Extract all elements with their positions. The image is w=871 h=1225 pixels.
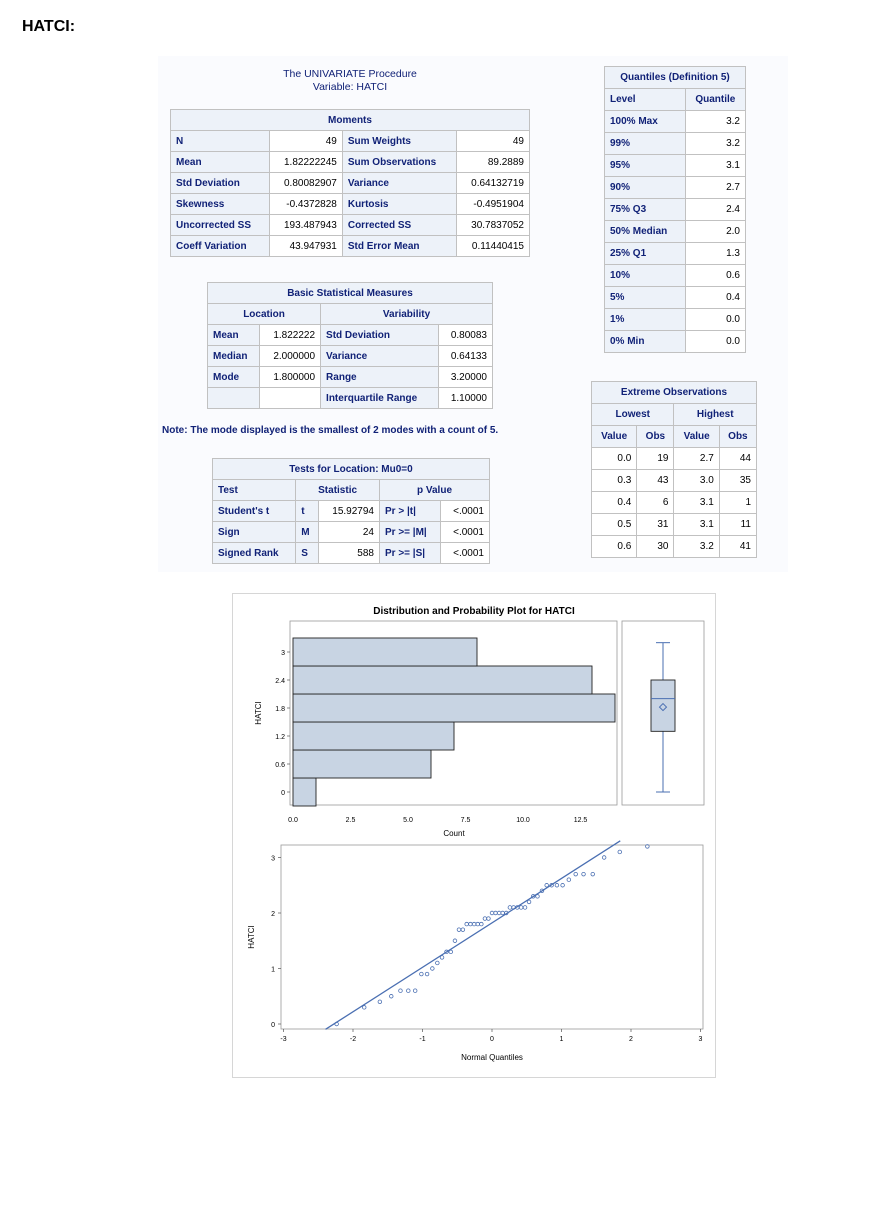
quantile-value: 0.0 (685, 309, 745, 331)
x-tick-label: 5.0 (403, 817, 413, 824)
table-row (605, 221, 746, 243)
basic-value (260, 388, 321, 409)
basic-value: 0.80083 (438, 325, 492, 346)
histogram-xlabel: Count (443, 829, 465, 838)
histogram-bar (293, 722, 454, 750)
basic-label: Mode (208, 367, 260, 388)
extreme-value: 0.6 (592, 536, 637, 558)
x-tick-label: 10.0 (516, 817, 530, 824)
moments-label: Std Deviation (171, 173, 270, 194)
extreme-obs: 1 (719, 492, 756, 514)
tests-value: 24 (318, 522, 379, 543)
table-row (171, 173, 530, 194)
lowest-header: Lowest (592, 404, 674, 426)
moments-value: 0.80082907 (269, 173, 342, 194)
extreme-obs: 31 (637, 514, 674, 536)
moments-value: 0.64132719 (456, 173, 529, 194)
qq-panel (281, 845, 703, 1029)
histogram-bar (293, 778, 316, 806)
moments-value: 89.2889 (456, 152, 529, 173)
table-row (213, 501, 490, 522)
moments-value: -0.4372828 (269, 194, 342, 215)
tests-symbol: M (296, 522, 318, 543)
moments-label: Coeff Variation (171, 236, 270, 257)
moments-value: 193.487943 (269, 215, 342, 236)
quantile-level: 1% (605, 309, 686, 331)
moments-label: Sum Observations (342, 152, 456, 173)
table-row (171, 215, 530, 236)
moments-label: Skewness (171, 194, 270, 215)
histogram-bar (293, 666, 592, 694)
extreme-value: 3.1 (674, 514, 719, 536)
basic-value: 1.10000 (438, 388, 492, 409)
basic-title: Basic Statistical Measures (208, 283, 493, 304)
qq-x-tick-label: -2 (349, 1036, 357, 1043)
qq-x-tick-label: 0 (490, 1036, 494, 1043)
mode-note: Note: The mode displayed is the smallest of 2 modes with a count of 5. (162, 425, 499, 436)
table-row (605, 265, 746, 287)
quantile-level: 50% Median (605, 221, 686, 243)
quantile-value: 3.2 (685, 111, 745, 133)
basic-value: 3.20000 (438, 367, 492, 388)
extreme-value: 3.0 (674, 470, 719, 492)
y-tick-label: 1.8 (275, 706, 285, 713)
moments-title: Moments (171, 110, 530, 131)
table-row (208, 346, 493, 367)
moments-table (170, 109, 530, 257)
x-tick-label: 7.5 (460, 817, 471, 824)
tests-value: 15.92794 (318, 501, 379, 522)
quantiles-header: Quantile (685, 89, 745, 111)
moments-label: Sum Weights (342, 131, 456, 152)
extreme-obs: 30 (637, 536, 674, 558)
extremes-table (591, 381, 757, 558)
tests-value: 588 (318, 543, 379, 564)
quantiles-header: Level (605, 89, 686, 111)
quantile-value: 2.7 (685, 177, 745, 199)
qq-x-tick-label: -1 (419, 1036, 426, 1043)
tests-value: <.0001 (441, 543, 490, 564)
moments-value: 49 (269, 131, 342, 152)
table-row (171, 131, 530, 152)
basic-value: 2.000000 (260, 346, 321, 367)
tests-header: Test (213, 480, 296, 501)
highest-header: Highest (674, 404, 757, 426)
quantile-level: 95% (605, 155, 686, 177)
basic-value: 1.800000 (260, 367, 321, 388)
proc-title-line2: Variable: HATCI (312, 81, 388, 93)
basic-value: 0.64133 (438, 346, 492, 367)
quantile-level: 90% (605, 177, 686, 199)
quantile-value: 3.1 (685, 155, 745, 177)
basic-label: Median (208, 346, 260, 367)
extremes-header: Value (674, 426, 719, 448)
extreme-value: 3.1 (674, 492, 719, 514)
distribution-graph-svg (233, 594, 715, 1077)
distribution-graph (232, 593, 716, 1078)
moments-value: 49 (456, 131, 529, 152)
extremes-header: Obs (637, 426, 674, 448)
extreme-value: 0.5 (592, 514, 637, 536)
tests-label: Sign (213, 522, 296, 543)
qq-xlabel: Normal Quantiles (461, 1053, 523, 1062)
tests-symbol: t (296, 501, 318, 522)
quantile-value: 2.0 (685, 221, 745, 243)
tests-value: <.0001 (441, 522, 490, 543)
moments-value: 0.11440415 (456, 236, 529, 257)
table-row (605, 155, 746, 177)
extreme-value: 0.0 (592, 448, 637, 470)
quantile-value: 3.2 (685, 133, 745, 155)
quantile-level: 0% Min (605, 331, 686, 353)
location-header: Location (208, 304, 321, 325)
extreme-obs: 35 (719, 470, 756, 492)
quantile-level: 5% (605, 287, 686, 309)
table-row (208, 325, 493, 346)
extreme-value: 0.3 (592, 470, 637, 492)
tests-label: Pr >= |S| (379, 543, 440, 564)
quantile-value: 2.4 (685, 199, 745, 221)
extreme-obs: 44 (719, 448, 756, 470)
extremes-header: Value (592, 426, 637, 448)
x-tick-label: 12.5 (573, 817, 588, 824)
quantiles-title: Quantiles (Definition 5) (605, 67, 746, 89)
basic-label: Range (321, 367, 439, 388)
extreme-obs: 43 (637, 470, 674, 492)
y-tick-label: 1.2 (275, 734, 285, 741)
quantile-level: 25% Q1 (605, 243, 686, 265)
quantile-level: 100% Max (605, 111, 686, 133)
basic-label (208, 388, 260, 409)
extremes-header: Obs (719, 426, 756, 448)
basic-label: Mean (208, 325, 260, 346)
tests-title: Tests for Location: Mu0=0 (213, 459, 490, 480)
table-row (605, 243, 746, 265)
qq-x-tick-label: 2 (629, 1036, 633, 1043)
tests-header: p Value (379, 480, 489, 501)
extreme-value: 0.4 (592, 492, 637, 514)
table-row (592, 536, 757, 558)
table-row (605, 133, 746, 155)
moments-label: Variance (342, 173, 456, 194)
moments-label: Corrected SS (342, 215, 456, 236)
extreme-value: 3.2 (674, 536, 719, 558)
quantile-level: 10% (605, 265, 686, 287)
y-tick-label: 2.4 (275, 678, 285, 685)
tests-label: Pr > |t| (379, 501, 440, 522)
histogram-ylabel: HATCI (254, 701, 263, 725)
quantile-value: 0.0 (685, 331, 745, 353)
x-tick-label: 0.0 (288, 817, 298, 824)
x-tick-label: 2.5 (345, 817, 356, 824)
moments-value: -0.4951904 (456, 194, 529, 215)
table-row (592, 470, 757, 492)
variability-header: Variability (321, 304, 493, 325)
table-row (605, 331, 746, 353)
extreme-obs: 6 (637, 492, 674, 514)
qq-y-tick-label: 1 (271, 966, 275, 974)
qq-y-tick-label: 0 (271, 1022, 275, 1029)
basic-label: Interquartile Range (321, 388, 439, 409)
basic-measures-table (207, 282, 493, 409)
table-row (605, 177, 746, 199)
table-row (605, 199, 746, 221)
quantile-level: 75% Q3 (605, 199, 686, 221)
table-row (605, 309, 746, 331)
moments-value: 30.7837052 (456, 215, 529, 236)
page-heading: HATCI: (22, 18, 76, 35)
table-row (213, 543, 490, 564)
moments-label: Kurtosis (342, 194, 456, 215)
extreme-value: 2.7 (674, 448, 719, 470)
moments-label: N (171, 131, 270, 152)
proc-title-line1: The UNIVARIATE Procedure (283, 68, 417, 80)
tests-header: Statistic (296, 480, 380, 501)
tests-label: Signed Rank (213, 543, 296, 564)
qq-x-tick-label: 1 (559, 1036, 564, 1043)
quantiles-table (604, 66, 746, 353)
tests-symbol: S (296, 543, 318, 564)
table-row (171, 152, 530, 173)
basic-label: Std Deviation (321, 325, 439, 346)
table-row (605, 287, 746, 309)
qq-y-tick-label: 3 (271, 855, 275, 863)
tests-value: <.0001 (441, 501, 490, 522)
qq-y-tick-label: 2 (271, 911, 275, 918)
y-tick-label: 0 (281, 790, 285, 797)
moments-label: Uncorrected SS (171, 215, 270, 236)
box-iqr (651, 680, 675, 731)
extreme-obs: 19 (637, 448, 674, 470)
table-row (208, 367, 493, 388)
table-row (592, 514, 757, 536)
moments-label: Std Error Mean (342, 236, 456, 257)
proc-title (260, 68, 440, 94)
histogram-bar (293, 694, 615, 722)
y-tick-label: 0.6 (275, 762, 285, 769)
histogram-bar (293, 750, 431, 778)
extremes-title: Extreme Observations (592, 382, 757, 404)
qq-ylabel: HATCI (247, 925, 256, 949)
extreme-obs: 11 (719, 514, 756, 536)
moments-label: Mean (171, 152, 270, 173)
table-row (592, 448, 757, 470)
moments-value: 43.947931 (269, 236, 342, 257)
histogram-bar (293, 638, 477, 666)
table-row (213, 522, 490, 543)
y-tick-label: 3 (281, 650, 285, 657)
table-row (605, 111, 746, 133)
qq-x-tick-label: -3 (280, 1036, 287, 1043)
graph-title: Distribution and Probability Plot for HATCI (373, 606, 575, 617)
table-row (592, 492, 757, 514)
table-row (208, 388, 493, 409)
tests-label: Student's t (213, 501, 296, 522)
tests-label: Pr >= |M| (379, 522, 440, 543)
moments-value: 1.82222245 (269, 152, 342, 173)
tests-table (212, 458, 490, 564)
quantile-value: 0.6 (685, 265, 745, 287)
quantile-value: 0.4 (685, 287, 745, 309)
basic-value: 1.822222 (260, 325, 321, 346)
qq-x-tick-label: 3 (698, 1036, 703, 1043)
basic-label: Variance (321, 346, 439, 367)
quantile-value: 1.3 (685, 243, 745, 265)
table-row (171, 194, 530, 215)
extreme-obs: 41 (719, 536, 756, 558)
quantile-level: 99% (605, 133, 686, 155)
table-row (171, 236, 530, 257)
